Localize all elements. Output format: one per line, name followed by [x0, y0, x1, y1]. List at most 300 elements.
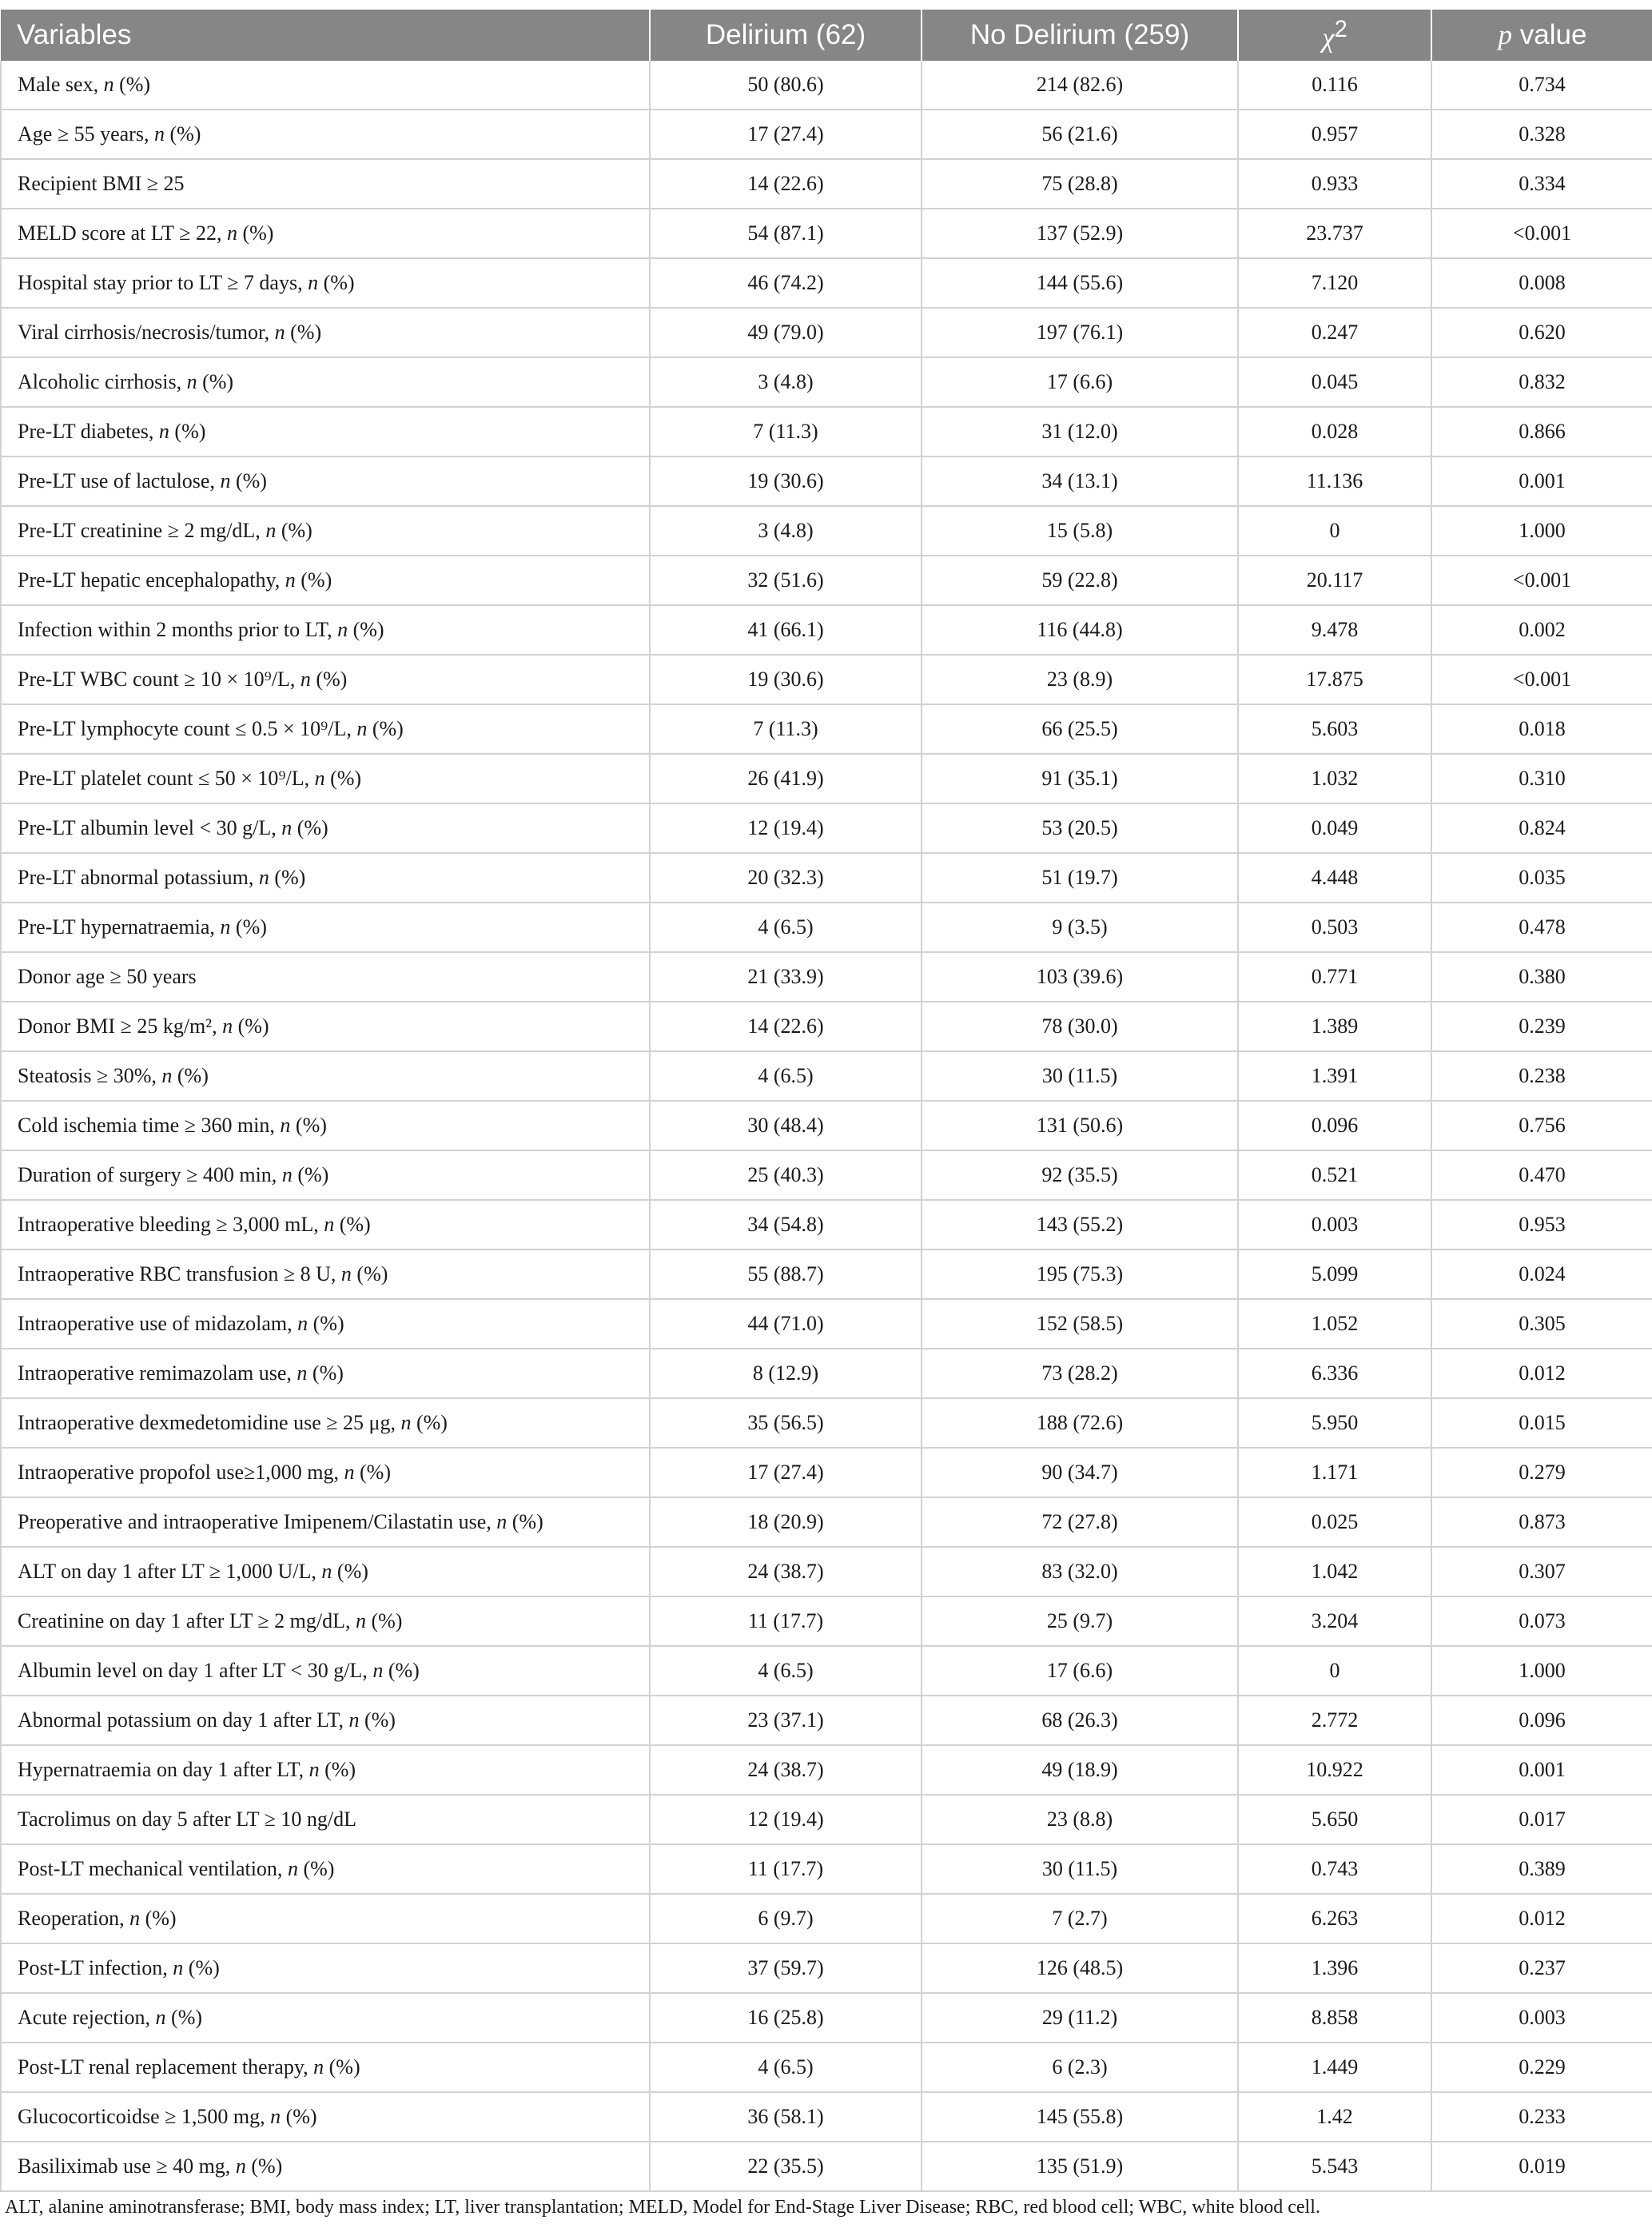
n-symbol: n [265, 519, 277, 542]
table-row [1, 1547, 1652, 1596]
delirium-cell: 4 (6.5) [650, 2043, 922, 2092]
chi-square-cell: 1.042 [1238, 1547, 1431, 1596]
variable-label: Post-LT renal replacement therapy, [18, 2055, 314, 2079]
table-row [1, 853, 1652, 903]
n-symbol: n [297, 1312, 309, 1335]
n-symbol: n [173, 1956, 184, 1979]
no-delirium-cell: 25 (9.7) [922, 1596, 1238, 1646]
variable-cell [1, 1745, 650, 1795]
p-value-cell: 0.334 [1431, 159, 1652, 209]
no-delirium-cell: 7 (2.7) [922, 1894, 1238, 1943]
table-row [1, 1150, 1652, 1200]
table-row [1, 258, 1652, 308]
unit-suffix: (%) [197, 370, 234, 393]
variable-cell [1, 1150, 650, 1200]
delirium-cell: 32 (51.6) [650, 556, 922, 605]
p-letter: p [1498, 19, 1513, 50]
no-delirium-cell: 131 (50.6) [922, 1101, 1238, 1150]
results-table [0, 10, 1652, 2192]
p-value-cell: 0.012 [1431, 1349, 1652, 1398]
chi-square-cell: 1.389 [1238, 1002, 1431, 1051]
unit-suffix: (%) [165, 2006, 203, 2029]
chi-square-cell: 5.099 [1238, 1250, 1431, 1299]
variable-label: Donor BMI ≥ 25 kg/m², [18, 1014, 223, 1038]
no-delirium-cell: 53 (20.5) [922, 803, 1238, 853]
chi-square-cell: 1.449 [1238, 2043, 1431, 2092]
p-value-cell: 0.024 [1431, 1250, 1652, 1299]
unit-suffix: (%) [334, 1213, 371, 1236]
unit-suffix: (%) [233, 1014, 269, 1038]
unit-suffix: (%) [295, 568, 332, 592]
delirium-cell: 7 (11.3) [650, 704, 922, 754]
unit-suffix: (%) [140, 1907, 177, 1930]
table-row [1, 1200, 1652, 1250]
table-row [1, 308, 1652, 357]
unit-suffix: (%) [507, 1510, 543, 1533]
n-symbol: n [348, 1708, 360, 1732]
p-value-cell: 0.001 [1431, 456, 1652, 506]
chi-square-cell: 7.120 [1238, 258, 1431, 308]
variable-cell [1, 1943, 650, 1993]
table-row [1, 803, 1652, 853]
n-symbol: n [285, 568, 296, 592]
table-row [1, 1646, 1652, 1696]
no-delirium-cell: 92 (35.5) [922, 1150, 1238, 1200]
variable-label: Pre-LT abnormal potassium, [18, 866, 259, 889]
variable-label: Duration of surgery ≥ 400 min, [18, 1163, 282, 1186]
table-row [1, 1993, 1652, 2043]
variable-cell [1, 556, 650, 605]
variable-cell [1, 1101, 650, 1150]
variable-label: Albumin level on day 1 after LT < 30 g/L, [18, 1659, 373, 1682]
variable-cell [1, 1200, 650, 1250]
p-value-cell: 0.380 [1431, 952, 1652, 1002]
n-symbol: n [297, 1361, 308, 1385]
p-value-cell: 0.096 [1431, 1696, 1652, 1745]
variable-cell [1, 655, 650, 704]
no-delirium-cell: 78 (30.0) [922, 1002, 1238, 1051]
variable-cell [1, 1497, 650, 1547]
chi-square-cell: 11.136 [1238, 456, 1431, 506]
variable-cell [1, 1051, 650, 1101]
table-row [1, 1596, 1652, 1646]
no-delirium-cell: 51 (19.7) [922, 853, 1238, 903]
variable-label: Donor age ≥ 50 years [18, 965, 197, 988]
chi-square-cell: 0.933 [1238, 159, 1431, 209]
variable-label: Recipient BMI ≥ 25 [18, 172, 185, 195]
delirium-cell: 20 (32.3) [650, 853, 922, 903]
p-value-cell: 0.015 [1431, 1398, 1652, 1448]
chi-square-cell: 1.032 [1238, 754, 1431, 803]
delirium-cell: 12 (19.4) [650, 803, 922, 853]
table-row [1, 1051, 1652, 1101]
chi-square-cell: 10.922 [1238, 1745, 1431, 1795]
variable-cell [1, 506, 650, 556]
chi-square-cell: 0.743 [1238, 1844, 1431, 1894]
header-delirium: Delirium (62) [650, 10, 922, 61]
chi-square-cell: 0.049 [1238, 803, 1431, 853]
p-value-cell: 0.001 [1431, 1745, 1652, 1795]
variable-cell [1, 853, 650, 903]
unit-suffix: (%) [318, 271, 355, 294]
no-delirium-cell: 68 (26.3) [922, 1696, 1238, 1745]
delirium-cell: 35 (56.5) [650, 1398, 922, 1448]
p-value-cell: 0.307 [1431, 1547, 1652, 1596]
chi-square-cell: 5.650 [1238, 1795, 1431, 1844]
delirium-cell: 19 (30.6) [650, 456, 922, 506]
chi-square-cell: 0.521 [1238, 1150, 1431, 1200]
table-footnote: ALT, alanine aminotransferase; BMI, body mass index; LT, liver transplantation; MELD, Model for End-Stage Liver Disease; RBC, red blood cell; WBC, white blood cell. [5, 2197, 1320, 2218]
n-symbol: n [496, 1510, 508, 1533]
variable-label: Basiliximab use ≥ 40 mg, [18, 2154, 236, 2178]
variable-label: Pre-LT hepatic encephalopathy, [18, 568, 285, 592]
unit-suffix: (%) [308, 1312, 344, 1335]
variable-label: Age ≥ 55 years, [18, 122, 154, 145]
table-row [1, 1349, 1652, 1398]
p-value-cell: 0.237 [1431, 1943, 1652, 1993]
no-delirium-cell: 214 (82.6) [922, 61, 1238, 110]
delirium-cell: 11 (17.7) [650, 1596, 922, 1646]
unit-suffix: (%) [351, 1262, 388, 1285]
variable-cell [1, 1646, 650, 1696]
variable-label: Pre-LT WBC count ≥ 10 × 10⁹/L, [18, 668, 301, 691]
unit-suffix: (%) [237, 221, 274, 245]
delirium-cell: 26 (41.9) [650, 754, 922, 803]
no-delirium-cell: 90 (34.7) [922, 1448, 1238, 1497]
variable-label: Cold ischemia time ≥ 360 min, [18, 1114, 281, 1137]
chi-square-cell: 0.957 [1238, 110, 1431, 159]
no-delirium-cell: 195 (75.3) [922, 1250, 1238, 1299]
variable-cell [1, 2142, 650, 2191]
table-row [1, 1002, 1652, 1051]
variable-cell [1, 605, 650, 655]
delirium-cell: 36 (58.1) [650, 2092, 922, 2142]
p-value-cell: 0.239 [1431, 1002, 1652, 1051]
no-delirium-cell: 91 (35.1) [922, 754, 1238, 803]
table-row [1, 556, 1652, 605]
chi-square-cell: 0.503 [1238, 903, 1431, 952]
p-value-cell: 0.824 [1431, 803, 1652, 853]
delirium-cell: 17 (27.4) [650, 110, 922, 159]
chi-square-cell: 1.171 [1238, 1448, 1431, 1497]
variable-label: Post-LT mechanical ventilation, [18, 1857, 288, 1880]
unit-suffix: (%) [319, 1758, 356, 1781]
table-container [0, 10, 1652, 2192]
table-row [1, 61, 1652, 110]
variable-cell [1, 952, 650, 1002]
p-value-cell: 0.389 [1431, 1844, 1652, 1894]
n-symbol: n [270, 2105, 281, 2128]
n-symbol: n [355, 1609, 366, 1632]
delirium-cell: 11 (17.7) [650, 1844, 922, 1894]
unit-suffix: (%) [172, 1064, 209, 1087]
n-symbol: n [344, 1461, 355, 1484]
no-delirium-cell: 188 (72.6) [922, 1398, 1238, 1448]
table-row [1, 704, 1652, 754]
variable-cell [1, 1993, 650, 2043]
p-value-cell: 0.008 [1431, 258, 1652, 308]
delirium-cell: 19 (30.6) [650, 655, 922, 704]
chi-square-cell: 17.875 [1238, 655, 1431, 704]
variable-label: Pre-LT albumin level < 30 g/L, [18, 816, 282, 839]
variable-cell [1, 803, 650, 853]
delirium-cell: 24 (38.7) [650, 1547, 922, 1596]
variable-label: Pre-LT creatinine ≥ 2 mg/dL, [18, 519, 266, 542]
variable-label: Abnormal potassium on day 1 after LT, [18, 1708, 349, 1732]
unit-suffix: (%) [230, 469, 267, 492]
p-value-cell: 0.953 [1431, 1200, 1652, 1250]
no-delirium-cell: 23 (8.9) [922, 655, 1238, 704]
chi-square-cell: 2.772 [1238, 1696, 1431, 1745]
p-value-cell: 0.305 [1431, 1299, 1652, 1349]
n-symbol: n [400, 1411, 412, 1434]
n-symbol: n [220, 915, 231, 939]
n-symbol: n [281, 1163, 293, 1186]
table-row [1, 1101, 1652, 1150]
p-value-cell: 0.073 [1431, 1596, 1652, 1646]
n-symbol: n [220, 469, 231, 492]
delirium-cell: 34 (54.8) [650, 1200, 922, 1250]
delirium-cell: 24 (38.7) [650, 1745, 922, 1795]
table-row [1, 655, 1652, 704]
p-value-cell: <0.001 [1431, 556, 1652, 605]
unit-suffix: (%) [276, 519, 312, 542]
variable-label: Creatinine on day 1 after LT ≥ 2 mg/dL, [18, 1609, 356, 1632]
delirium-cell: 16 (25.8) [650, 1993, 922, 2043]
delirium-cell: 41 (66.1) [650, 605, 922, 655]
n-symbol: n [314, 767, 325, 790]
p-value-cell: 0.238 [1431, 1051, 1652, 1101]
no-delirium-cell: 29 (11.2) [922, 1993, 1238, 2043]
delirium-cell: 17 (27.4) [650, 1448, 922, 1497]
variable-cell [1, 110, 650, 159]
n-symbol: n [300, 668, 311, 691]
chi-square-cell: 0.096 [1238, 1101, 1431, 1150]
unit-suffix: (%) [324, 2055, 360, 2079]
table-row [1, 1943, 1652, 1993]
chi-square-cell: 1.42 [1238, 2092, 1431, 2142]
chi-exponent: 2 [1334, 16, 1347, 42]
delirium-cell: 37 (59.7) [650, 1943, 922, 1993]
variable-cell [1, 1002, 650, 1051]
no-delirium-cell: 143 (55.2) [922, 1200, 1238, 1250]
variable-label: Acute rejection, [18, 2006, 156, 2029]
table-header [1, 10, 1652, 61]
variable-label: Steatosis ≥ 30%, [18, 1064, 162, 1087]
unit-suffix: (%) [113, 73, 151, 96]
variable-label: Intraoperative RBC transfusion ≥ 8 U, [18, 1262, 341, 1285]
table-row [1, 2043, 1652, 2092]
delirium-cell: 18 (20.9) [650, 1497, 922, 1547]
no-delirium-cell: 59 (22.8) [922, 556, 1238, 605]
no-delirium-cell: 72 (27.8) [922, 1497, 1238, 1547]
p-value-cell: 0.035 [1431, 853, 1652, 903]
chi-square-cell: 8.858 [1238, 1993, 1431, 2043]
table-row [1, 1250, 1652, 1299]
variable-label: Pre-LT diabetes, [18, 420, 159, 443]
chi-square-cell: 4.448 [1238, 853, 1431, 903]
p-value-cell: <0.001 [1431, 655, 1652, 704]
n-symbol: n [226, 221, 237, 245]
chi-square-cell: 9.478 [1238, 605, 1431, 655]
no-delirium-cell: 137 (52.9) [922, 209, 1238, 258]
chi-square-cell: 5.543 [1238, 2142, 1431, 2191]
variable-label: Intraoperative propofol use≥1,000 mg, [18, 1461, 344, 1484]
chi-square-cell: 23.737 [1238, 209, 1431, 258]
variable-cell [1, 1398, 650, 1448]
variable-label: Intraoperative bleeding ≥ 3,000 mL, [18, 1213, 324, 1236]
chi-symbol: χ [1322, 22, 1335, 54]
p-value-cell: 1.000 [1431, 1646, 1652, 1696]
no-delirium-cell: 126 (48.5) [922, 1943, 1238, 1993]
n-symbol: n [103, 73, 114, 96]
table-row [1, 1299, 1652, 1349]
header-chi-square [1238, 10, 1431, 61]
n-symbol: n [308, 271, 319, 294]
unit-suffix: (%) [307, 1361, 344, 1385]
table-row [1, 110, 1652, 159]
n-symbol: n [337, 618, 348, 641]
delirium-cell: 8 (12.9) [650, 1349, 922, 1398]
delirium-cell: 3 (4.8) [650, 357, 922, 407]
table-row [1, 1795, 1652, 1844]
unit-suffix: (%) [164, 122, 201, 145]
chi-square-cell: 1.396 [1238, 1943, 1431, 1993]
p-value-cell: 0.018 [1431, 704, 1652, 754]
variable-label: Post-LT infection, [18, 1956, 173, 1979]
no-delirium-cell: 135 (51.9) [922, 2142, 1238, 2191]
unit-suffix: (%) [383, 1659, 420, 1682]
n-symbol: n [356, 717, 368, 740]
p-value-cell: 0.470 [1431, 1150, 1652, 1200]
variable-cell [1, 704, 650, 754]
table-body [1, 61, 1652, 2191]
no-delirium-cell: 17 (6.6) [922, 1646, 1238, 1696]
p-value-cell: <0.001 [1431, 209, 1652, 258]
variable-cell [1, 903, 650, 952]
variable-cell [1, 1696, 650, 1745]
unit-suffix: (%) [292, 1163, 329, 1186]
chi-square-cell: 0.771 [1238, 952, 1431, 1002]
n-symbol: n [155, 2006, 166, 2029]
delirium-cell: 14 (22.6) [650, 1002, 922, 1051]
variable-cell [1, 407, 650, 456]
variable-label: Infection within 2 months prior to LT, [18, 618, 338, 641]
variable-cell [1, 754, 650, 803]
unit-suffix: (%) [292, 816, 328, 839]
variable-cell [1, 2043, 650, 2092]
table-row [1, 605, 1652, 655]
table-row [1, 159, 1652, 209]
variable-cell [1, 357, 650, 407]
unit-suffix: (%) [332, 1560, 368, 1583]
n-symbol: n [235, 2154, 246, 2178]
header-no-delirium: No Delirium (259) [922, 10, 1238, 61]
no-delirium-cell: 49 (18.9) [922, 1745, 1238, 1795]
table-row [1, 903, 1652, 952]
variable-label: Intraoperative dexmedetomidine use ≥ 25 μg, [18, 1411, 401, 1434]
n-symbol: n [161, 1064, 173, 1087]
unit-suffix: (%) [297, 1857, 335, 1880]
chi-square-cell: 0.247 [1238, 308, 1431, 357]
variable-cell [1, 1448, 650, 1497]
no-delirium-cell: 17 (6.6) [922, 357, 1238, 407]
unit-suffix: (%) [183, 1956, 220, 1979]
chi-square-cell: 3.204 [1238, 1596, 1431, 1646]
table-row [1, 1696, 1652, 1745]
chi-square-cell: 0.003 [1238, 1200, 1431, 1250]
unit-suffix: (%) [359, 1708, 396, 1732]
chi-square-cell: 0.028 [1238, 407, 1431, 456]
n-symbol: n [309, 1758, 320, 1781]
delirium-cell: 50 (80.6) [650, 61, 922, 110]
delirium-cell: 49 (79.0) [650, 308, 922, 357]
no-delirium-cell: 15 (5.8) [922, 506, 1238, 556]
unit-suffix: (%) [290, 1114, 327, 1137]
delirium-cell: 25 (40.3) [650, 1150, 922, 1200]
no-delirium-cell: 23 (8.8) [922, 1795, 1238, 1844]
p-value-cell: 0.233 [1431, 2092, 1652, 2142]
no-delirium-cell: 144 (55.6) [922, 258, 1238, 308]
table-row [1, 952, 1652, 1002]
unit-suffix: (%) [324, 767, 362, 790]
unit-suffix: (%) [367, 717, 404, 740]
variable-cell [1, 308, 650, 357]
variable-cell [1, 1894, 650, 1943]
delirium-cell: 22 (35.5) [650, 2142, 922, 2191]
variable-cell [1, 1349, 650, 1398]
n-symbol: n [280, 1114, 291, 1137]
unit-suffix: (%) [245, 2154, 283, 2178]
variable-label: Pre-LT lymphocyte count ≤ 0.5 × 10⁹/L, [18, 717, 357, 740]
p-value-cell: 0.832 [1431, 357, 1652, 407]
no-delirium-cell: 152 (58.5) [922, 1299, 1238, 1349]
variable-cell [1, 209, 650, 258]
table-row [1, 357, 1652, 407]
unit-suffix: (%) [269, 866, 306, 889]
no-delirium-cell: 103 (39.6) [922, 952, 1238, 1002]
n-symbol: n [258, 866, 269, 889]
delirium-cell: 4 (6.5) [650, 1646, 922, 1696]
table-row [1, 456, 1652, 506]
delirium-cell: 30 (48.4) [650, 1101, 922, 1150]
unit-suffix: (%) [285, 321, 322, 344]
unit-suffix: (%) [354, 1461, 391, 1484]
delirium-cell: 46 (74.2) [650, 258, 922, 308]
chi-square-cell: 0.045 [1238, 357, 1431, 407]
table-row [1, 1398, 1652, 1448]
p-value-cell: 0.002 [1431, 605, 1652, 655]
variable-label: Intraoperative remimazolam use, [18, 1361, 297, 1385]
n-symbol: n [129, 1907, 141, 1930]
no-delirium-cell: 56 (21.6) [922, 110, 1238, 159]
delirium-cell: 44 (71.0) [650, 1299, 922, 1349]
n-symbol: n [372, 1659, 384, 1682]
variable-label: Glucocorticoidse ≥ 1,500 mg, [18, 2105, 271, 2128]
n-symbol: n [222, 1014, 233, 1038]
chi-square-cell: 6.263 [1238, 1894, 1431, 1943]
chi-square-cell: 1.391 [1238, 1051, 1431, 1101]
delirium-cell: 21 (33.9) [650, 952, 922, 1002]
n-symbol: n [274, 321, 285, 344]
table-row [1, 2092, 1652, 2142]
variable-label: Viral cirrhosis/necrosis/tumor, [18, 321, 275, 344]
delirium-cell: 12 (19.4) [650, 1795, 922, 1844]
table-row [1, 754, 1652, 803]
header-p-value [1431, 10, 1652, 61]
chi-square-cell: 5.603 [1238, 704, 1431, 754]
p-value-cell: 1.000 [1431, 506, 1652, 556]
